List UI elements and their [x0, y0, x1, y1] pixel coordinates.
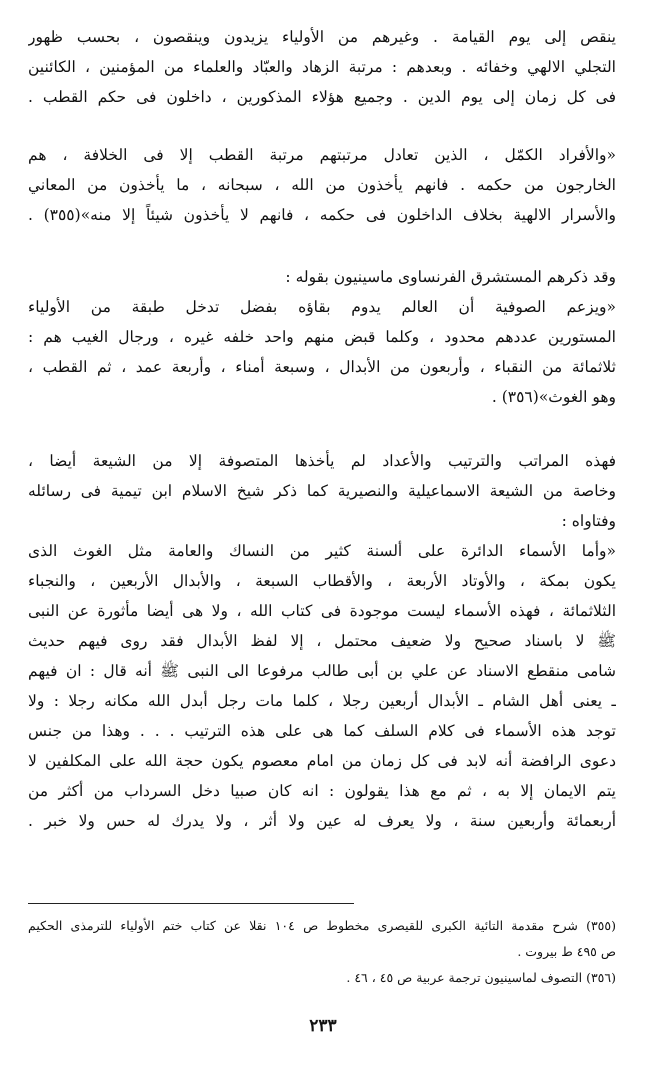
paragraph-5-ibn-taymiyyah-quote — [28, 536, 616, 836]
text-line: ـ يعنى أهل الشام ـ الأبدال أربعين رجلا ، كلما مات رجل أبدل الله مكانه رجلا : ولا — [28, 692, 616, 710]
footnote-divider — [28, 903, 354, 904]
text-line: والأسرار الالهية بخلاف الداخلون فى حكمه ، فانهم لا يأخذون شيئاً إلا منه»(٣٥٥) . — [28, 206, 616, 224]
text-line: المستورين عددهم محدود ، وكلما قبض منهم واحد خلفه غيره ، ورجال الغيب هم : — [28, 328, 616, 346]
text-line: دعوى الرافضة أنه لابد فى كل زمان من امام معصوم يكون حجة الله على المكلفين لا — [28, 752, 616, 770]
text-line: وخاصة من الشيعة الاسماعيلية والنصيرية كما ذكر شيخ الاسلام ابن تيمية فى رسائله — [28, 482, 616, 500]
text-line: الخارجون من حكمه . فانهم يأخذون من الله ، سبحانه ، ما يأخذون من المعاني — [28, 176, 616, 194]
paragraph-1 — [28, 22, 616, 112]
footnote-356: (٣٥٦) التصوف لماسينيون ترجمة عربية ص ٤٥ ، ٤٦ . — [346, 970, 616, 985]
text-line: أربعمائة وأربعين سنة ، ولا يعرف له عين ولا أثر ، ولا يدرك له حس ولا خبر . — [28, 812, 616, 830]
text-line: فى كل زمان إلى يوم الدين . وجميع هؤلاء المذكورين ، داخلون فى حكم القطب . — [28, 88, 616, 106]
text-line: الثلاثمائة ، فهذه الأسماء ليست موجودة فى كتاب الله ، ولا هى أيضا مأثورة عن النبى — [28, 602, 616, 620]
text-line: ﷺ لا باسناد صحيح ولا ضعيف محتمل ، إلا لفظ الأبدال فقد روى فيهم حديث — [28, 632, 616, 650]
page-number: ٢٣٣ — [309, 1016, 337, 1036]
text-line: «ويزعم الصوفية أن العالم يدوم بقاؤه بفضل تدخل طبقة من الأولياء — [28, 298, 616, 316]
text-line: وفتاواه : — [561, 512, 616, 530]
text-line: وقد ذكرهم المستشرق الفرنساوى ماسينيون بقوله : — [285, 268, 616, 286]
text-line: فهذه المراتب والترتيب والأعداد لم يأخذها المتصوفة إلا من الشيعة أيضا ، — [28, 452, 616, 470]
paragraph-3-massignon — [28, 262, 616, 412]
text-line: التجلي الالهي وخفائه . وبعدهم : مرتبة الزهاد والعبّاد والعلماء من المؤمنين ، الكائنين — [28, 58, 616, 76]
text-line: «وأما الأسماء الدائرة على ألسنة كثير من النساك والعامة مثل الغوث الذى — [28, 542, 616, 560]
footnote-355-continued: ص ٤٩٥ ط بيروت . — [517, 944, 616, 959]
text-line: ثلاثمائة من النقباء ، وأربعون من الأبدال ، وسبعة أمناء ، وأربعة عمد ، ثم القطب ، — [28, 358, 616, 376]
paragraph-4 — [28, 446, 616, 536]
text-line: شامى منقطع الاسناد عن علي بن أبى طالب مرفوعا الى النبى ﷺ أنه قال : ان فيهم — [28, 662, 616, 680]
text-line: يكون بمكة ، والأوتاد الأربعة ، والأقطاب السبعة ، والأبدال الأربعين ، والنجباء — [28, 572, 616, 590]
text-line: يتم الايمان إلا به ، ثم مع هذا يقولون : انه كان صبيا دخل السرداب من أكثر من — [28, 782, 616, 800]
paragraph-2-quote — [28, 140, 616, 230]
text-line: «والأفراد الكمّل ، الذين تعادل مرتبتهم مرتبة القطب إلا فى الخلافة ، هم — [28, 146, 616, 164]
text-line: توجد هذه الأسماء فى كلام السلف كما هى على هذه الترتيب . . . وهذا من جنس — [28, 722, 616, 740]
footnote-355: (٣٥٥) شرح مقدمة التائية الكبرى للقيصرى مخطوط ص ١٠٤ نقلا عن كتاب ختم الأولياء للترمذى الحكيم — [28, 918, 616, 933]
footnotes — [28, 913, 616, 991]
text-line: ينقص إلى يوم القيامة . وغيرهم من الأولياء يزيدون وينقصون ، بحسب ظهور — [28, 28, 616, 46]
text-line: وهو الغوث»(٣٥٦) . — [491, 388, 616, 406]
